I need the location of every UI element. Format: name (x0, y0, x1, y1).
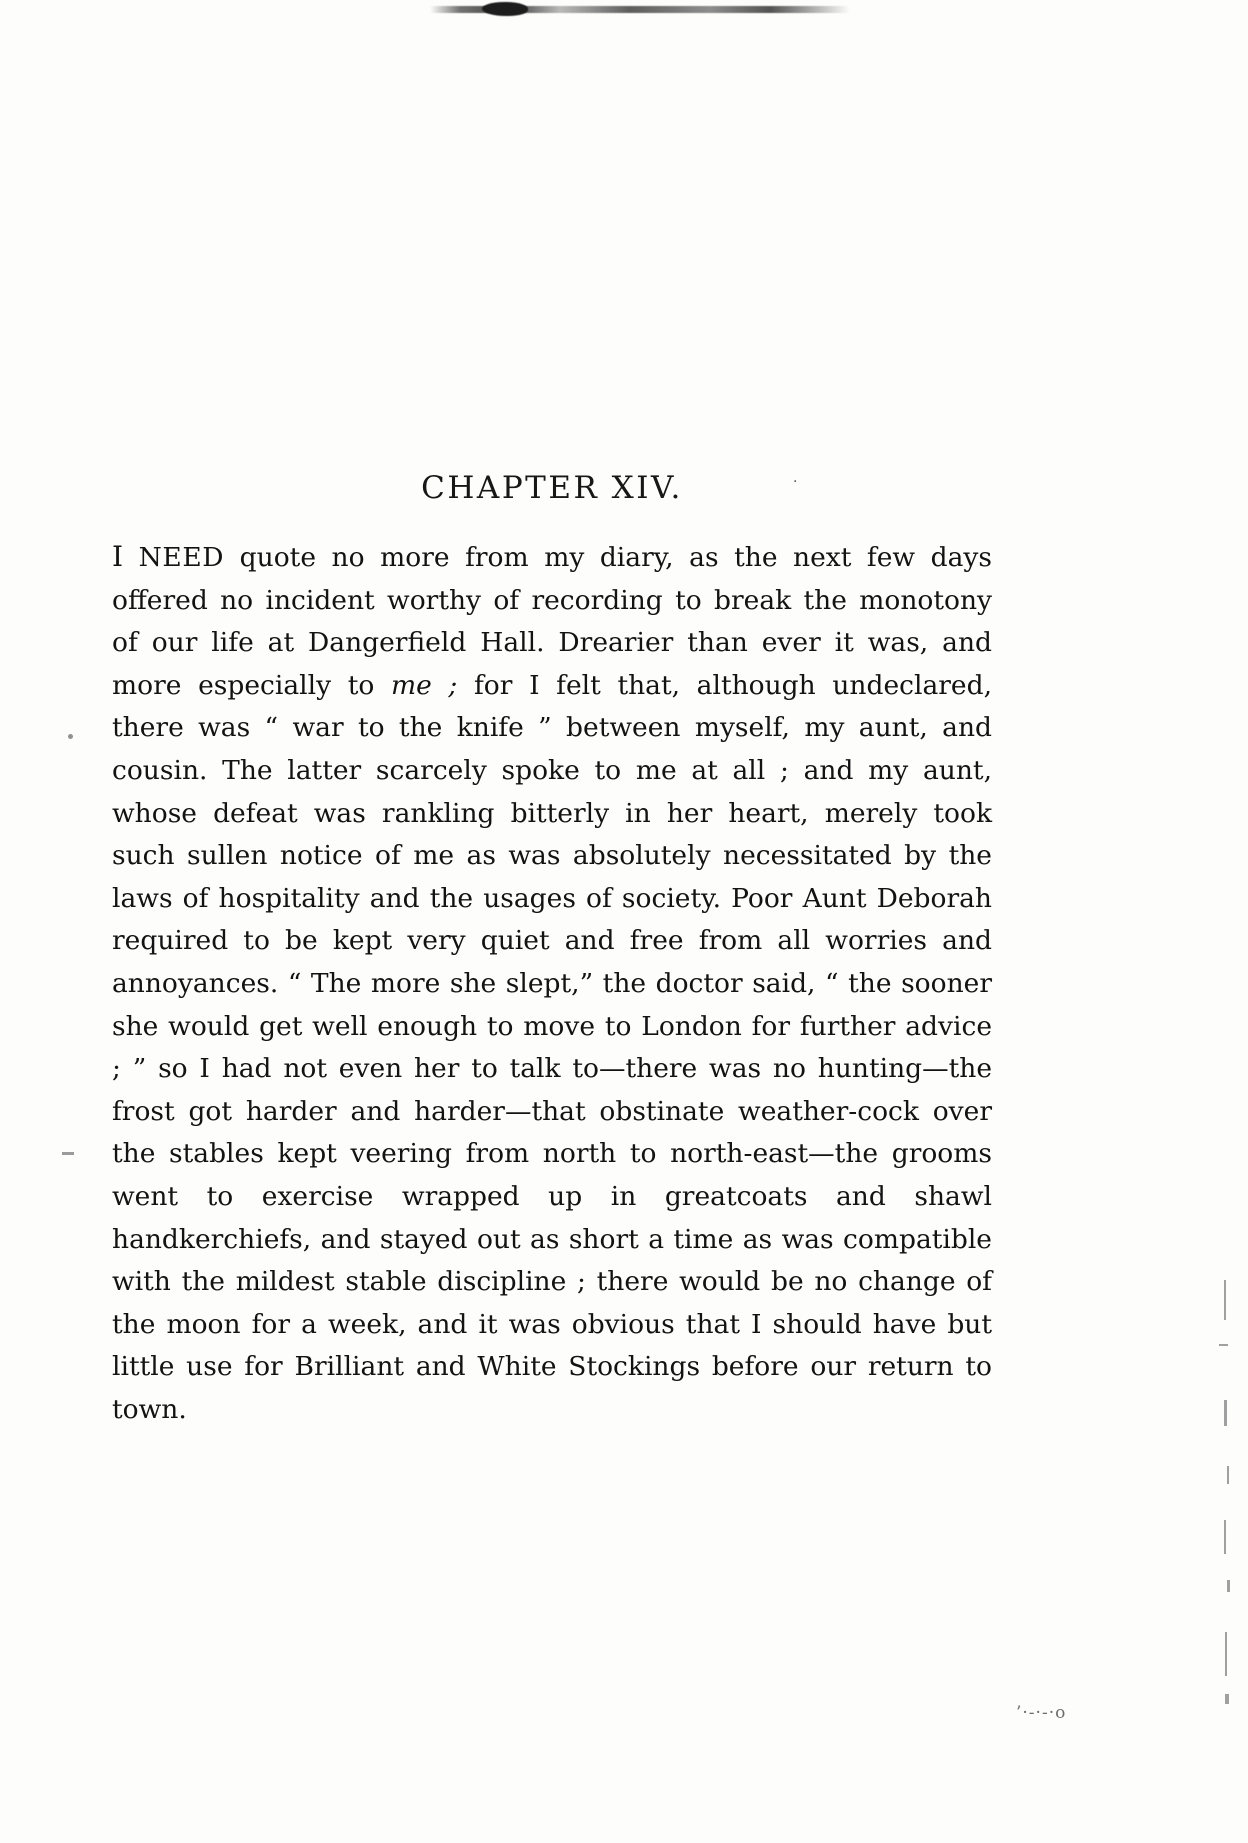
margin-speck-left-upper (68, 734, 73, 739)
paragraph-initial: I (112, 540, 124, 573)
paragraph-smallcaps-opening: NEED (138, 542, 225, 573)
page-content (112, 0, 992, 1431)
chapter-heading (112, 0, 992, 506)
page-catchword-artifact: ’·-·-·o (1016, 1703, 1067, 1723)
margin-speck-left-lower (62, 1152, 74, 1155)
chapter-heading-speck: · (793, 474, 800, 490)
chapter-heading-text: CHAPTER XIV. (421, 470, 683, 506)
chapter-body-paragraph (112, 506, 992, 1431)
right-edge-scan-specks (1212, 1280, 1238, 1750)
paragraph-italic-word: me ; (390, 669, 458, 701)
paragraph-lead-text: quote no more from my diary, as the next few days offered no incident worthy of recording to break the monotony of our life at Dangerfield Hall. Drearier than ever it was, and more especially to (112, 542, 992, 701)
paragraph-remaining-text: for I felt that, although undeclared, there was “ war to the knife ” between myself, my aunt, and cousin. The latter scarcely spoke to me at all ; and my aunt, whose defeat was rankling bitterly in her heart, merely took such sullen notice of me as was absolutely necessitated by the laws of hospitality and the usages of society. Poor Aunt Deborah required to be kept very quiet and free from all worries and annoyances. “ The more she slept,” the doctor said, “ the sooner she would get well enough to move to London for further advice ; ” so I had not even her to talk to—there was no hunting—the frost got harder and harder—that obstinate weather-cock over the stables kept veering from north to north-east—the grooms went to exercise wrapped up in greatcoats and shawl handkerchiefs, and stayed out as short a time as was compatible with the mildest stable discipline ; there would be no change of the moon for a week, and it was obvious that I should have but little use for Brilliant and White Stockings before our return to town. (112, 669, 992, 1425)
